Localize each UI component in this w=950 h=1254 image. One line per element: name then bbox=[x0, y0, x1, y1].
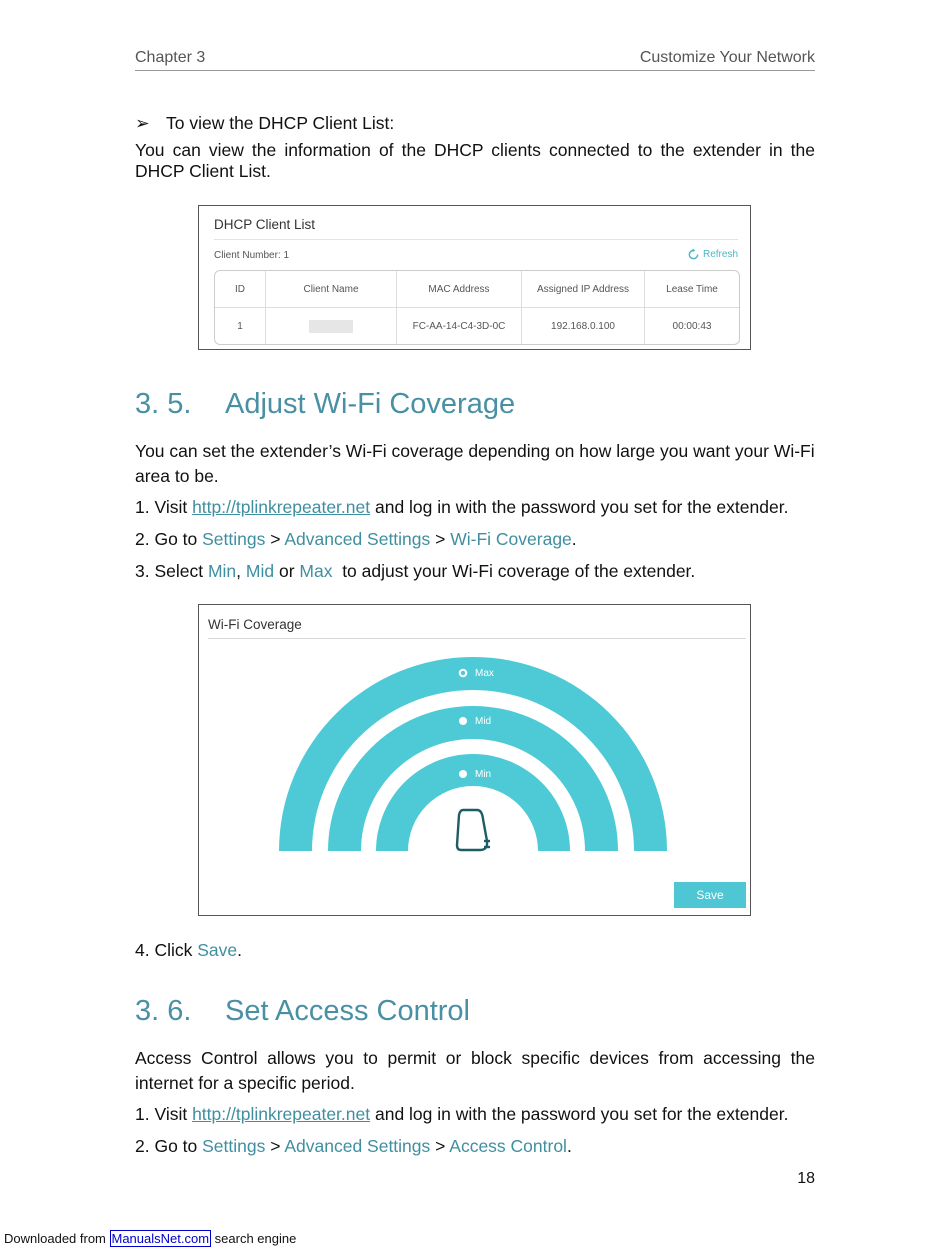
cell-ip: 192.168.0.100 bbox=[522, 308, 645, 344]
min-radio[interactable] bbox=[459, 770, 467, 778]
min-arc[interactable] bbox=[376, 754, 570, 851]
step-3 bbox=[135, 559, 695, 584]
step-text: 2. Go to bbox=[135, 529, 203, 549]
column-header: ID bbox=[215, 271, 266, 308]
section-intro: You can set the extender’s Wi-Fi coverage depending on how large you want your Wi-Fi area to be. bbox=[135, 441, 815, 486]
step-text: > bbox=[430, 1136, 450, 1156]
step-1 bbox=[135, 1102, 788, 1127]
footer-text: search engine bbox=[211, 1231, 297, 1246]
tplinkrepeater-link[interactable]: http://tplinkrepeater.net bbox=[192, 1104, 371, 1124]
arrow-bullet-icon: ➢ bbox=[135, 113, 150, 133]
refresh-icon bbox=[687, 248, 700, 261]
step-text: or bbox=[274, 561, 300, 581]
manualsnet-link[interactable]: ManualsNet.com bbox=[111, 1231, 210, 1246]
section-number: 3. 6. bbox=[135, 995, 192, 1027]
footer-text: Downloaded from bbox=[4, 1231, 110, 1246]
wifi-coverage-panel bbox=[198, 604, 751, 916]
step-text: , bbox=[236, 561, 246, 581]
page-number: 18 bbox=[797, 1170, 815, 1187]
step-text: > bbox=[265, 529, 285, 549]
refresh-label: Refresh bbox=[702, 249, 738, 260]
max-label: Max bbox=[475, 668, 494, 679]
step-text: > bbox=[430, 529, 451, 549]
coverage-diagram bbox=[199, 605, 750, 915]
step-2 bbox=[135, 527, 577, 552]
section-title: Set Access Control bbox=[225, 995, 470, 1027]
step-text: 3. Select bbox=[135, 561, 208, 581]
step-text: . bbox=[566, 1136, 572, 1156]
min-term: Min bbox=[207, 561, 237, 581]
section-heading-3-6 bbox=[135, 995, 470, 1028]
save-term: Save bbox=[197, 940, 238, 960]
column-header: Assigned IP Address bbox=[522, 271, 645, 308]
step-text: . bbox=[571, 529, 577, 549]
step-text: to adjust your Wi-Fi coverage of the extender. bbox=[332, 561, 696, 581]
table-row bbox=[215, 308, 739, 344]
section-title: Adjust Wi-Fi Coverage bbox=[225, 388, 516, 420]
dhcp-client-table bbox=[214, 270, 740, 345]
cell-mac: FC-AA-14-C4-3D-0C bbox=[397, 308, 522, 344]
dhcp-intro-text: You can view the information of the DHCP clients connected to the extender in the DHCP Client List. bbox=[135, 140, 815, 181]
client-number: Client Number: 1 bbox=[214, 250, 290, 261]
max-radio-dot bbox=[461, 671, 465, 675]
cell-id: 1 bbox=[215, 308, 266, 344]
dhcp-heading-text: To view the DHCP Client List: bbox=[166, 113, 395, 133]
cell-client-name bbox=[266, 308, 397, 344]
cell-lease: 00:00:43 bbox=[672, 320, 712, 332]
mid-label: Mid bbox=[475, 716, 492, 727]
advanced-settings-term: Advanced Settings bbox=[284, 1136, 431, 1156]
mid-radio[interactable] bbox=[459, 717, 467, 725]
panel-title: DHCP Client List bbox=[214, 217, 316, 232]
redacted-name bbox=[309, 320, 353, 333]
save-button[interactable]: Save bbox=[674, 882, 746, 908]
step-1 bbox=[135, 495, 788, 520]
section-intro: Access Control allows you to permit or block specific devices from accessing the internet for a specific period. bbox=[135, 1048, 815, 1093]
tplinkrepeater-link[interactable]: http://tplinkrepeater.net bbox=[192, 497, 371, 517]
column-header: MAC Address bbox=[397, 271, 522, 308]
header-divider bbox=[135, 70, 815, 71]
step-text: 1. Visit bbox=[135, 1104, 193, 1124]
extender-icon bbox=[457, 810, 490, 850]
step-text: and log in with the password you set for the extender. bbox=[370, 1104, 789, 1124]
wifi-coverage-term: Wi-Fi Coverage bbox=[450, 529, 572, 549]
max-term: Max bbox=[299, 561, 333, 581]
chapter-label: Chapter 3 bbox=[135, 49, 206, 66]
download-footer bbox=[4, 1231, 296, 1246]
step-text: . bbox=[237, 940, 242, 960]
section-label: Customize Your Network bbox=[639, 49, 815, 66]
advanced-settings-term: Advanced Settings bbox=[284, 529, 431, 549]
settings-term: Settings bbox=[202, 1136, 266, 1156]
step-text: and log in with the password you set for the extender. bbox=[370, 497, 789, 517]
min-label: Min bbox=[475, 769, 492, 780]
step-text: > bbox=[265, 1136, 285, 1156]
step-text: 2. Go to bbox=[135, 1136, 203, 1156]
settings-term: Settings bbox=[202, 529, 266, 549]
mid-term: Mid bbox=[245, 561, 275, 581]
dhcp-client-list-panel bbox=[198, 205, 751, 350]
step-text: 4. Click bbox=[135, 940, 198, 960]
step-2 bbox=[135, 1134, 572, 1159]
dhcp-heading bbox=[135, 113, 394, 134]
column-header: Lease Time bbox=[645, 271, 739, 308]
step-text: 1. Visit bbox=[135, 497, 193, 517]
column-header: Client Name bbox=[266, 271, 397, 308]
panel-title: Wi-Fi Coverage bbox=[208, 617, 302, 632]
access-control-term: Access Control bbox=[449, 1136, 567, 1156]
panel-divider bbox=[214, 239, 738, 240]
refresh-button[interactable] bbox=[687, 248, 738, 261]
step-4 bbox=[135, 938, 242, 963]
section-number: 3. 5. bbox=[135, 388, 192, 420]
section-heading-3-5 bbox=[135, 388, 515, 421]
